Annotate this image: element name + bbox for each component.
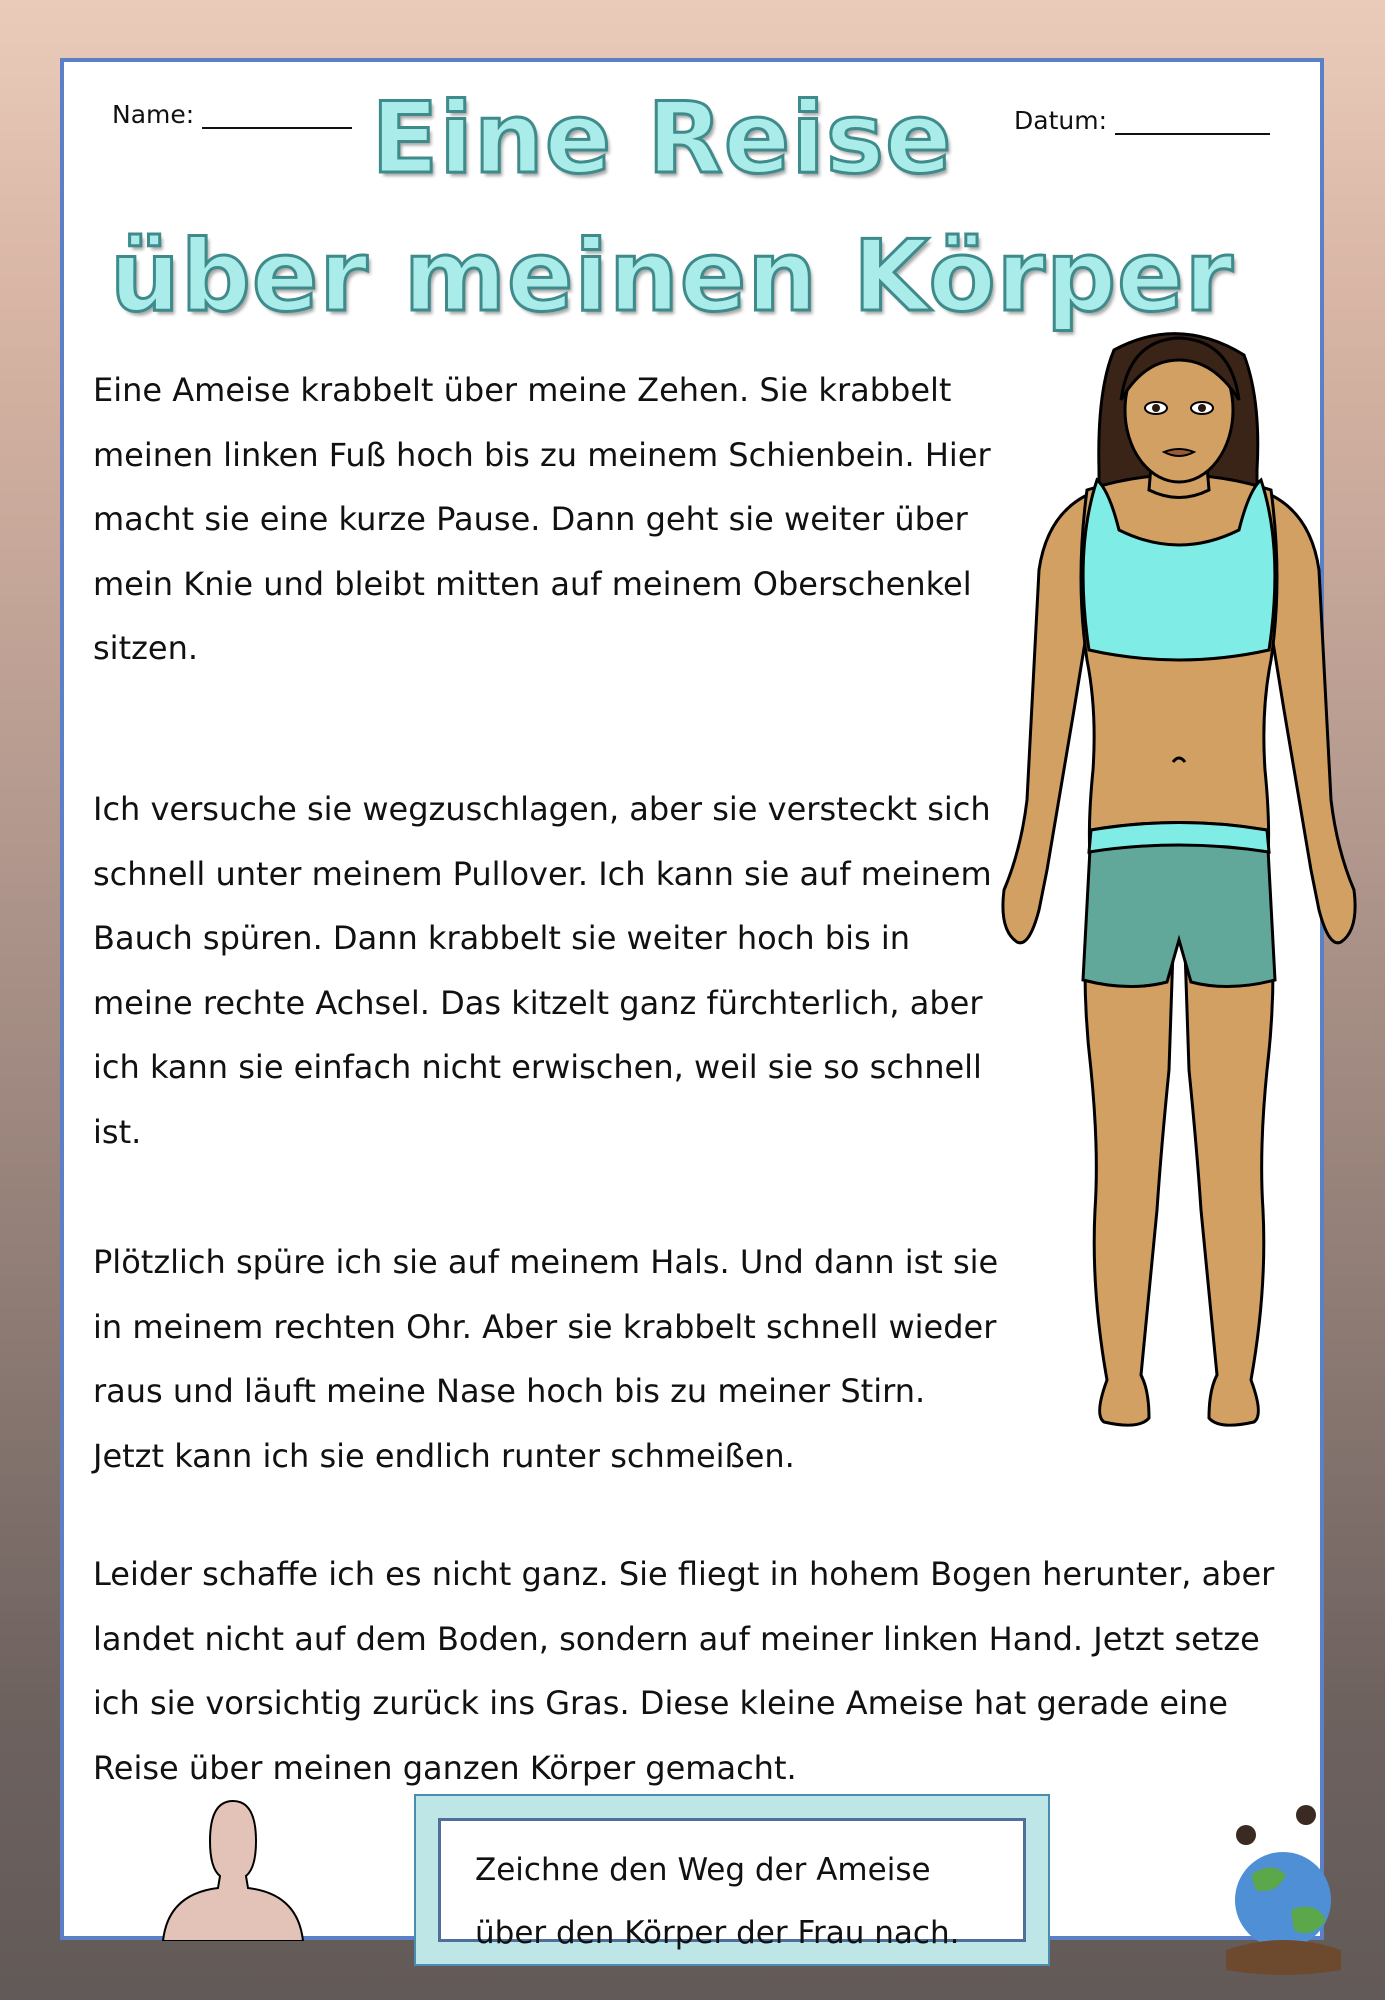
paragraph-4: Leider schaffe ich es nicht ganz. Sie fliegt in hohem Bogen herunter, aber landet nicht auf dem Boden, sondern auf meiner linken Hand. Jetzt setze ich sie vorsichtig zurück ins Gras. Diese kleine Ameise hat gerade eine Reise über meinen ganzen Körper gemacht.: [93, 1555, 1275, 1787]
task-line-1: Zeichne den Weg der Ameise: [475, 1852, 931, 1888]
paragraph-3: Plötzlich spüre ich sie auf meinem Hals. Und dann ist sie in meinem rechten Ohr. Aber sie krabbelt schnell wieder raus und läuft meine Nase hoch bis zu meiner Stirn. Jetzt kann ich sie endlich runter schmeißen.: [93, 1243, 999, 1475]
title-line-1: Eine Reise: [371, 82, 953, 196]
paragraph-1: Eine Ameise krabbelt über meine Zehen. Sie krabbelt meinen linken Fuß hoch bis zu meinem Schienbein. Hier macht sie eine kurze Pause. Dann geht sie weiter über mein Knie und bleibt mitten auf meinem Oberschenkel sitzen.: [93, 371, 991, 667]
task-line-2: über den Körper der Frau nach.: [475, 1915, 960, 1951]
date-label: Datum:: [1014, 106, 1107, 135]
paragraph-2: Ich versuche sie wegzuschlagen, aber sie versteckt sich schnell unter meinem Pullover. Ich kann sie auf meinem Bauch spüren. Dann krabbelt sie weiter hoch bis in meine rechte Achsel. Das kitzelt ganz fürchterlich, aber ich kann sie einfach nicht erwischen, weil sie so schnell ist.: [93, 790, 992, 1151]
title-line-2: über meinen Körper: [110, 220, 1234, 334]
bust-outline-illustration: [158, 1796, 308, 1941]
woman-figure-illustration: [999, 330, 1359, 1460]
task-box: [414, 1794, 1050, 1966]
task-instruction: [438, 1818, 1026, 1951]
i-love-daz-logo: [1216, 1800, 1351, 1980]
worksheet-page: [60, 58, 1324, 1951]
name-label: Name:: [112, 100, 195, 129]
